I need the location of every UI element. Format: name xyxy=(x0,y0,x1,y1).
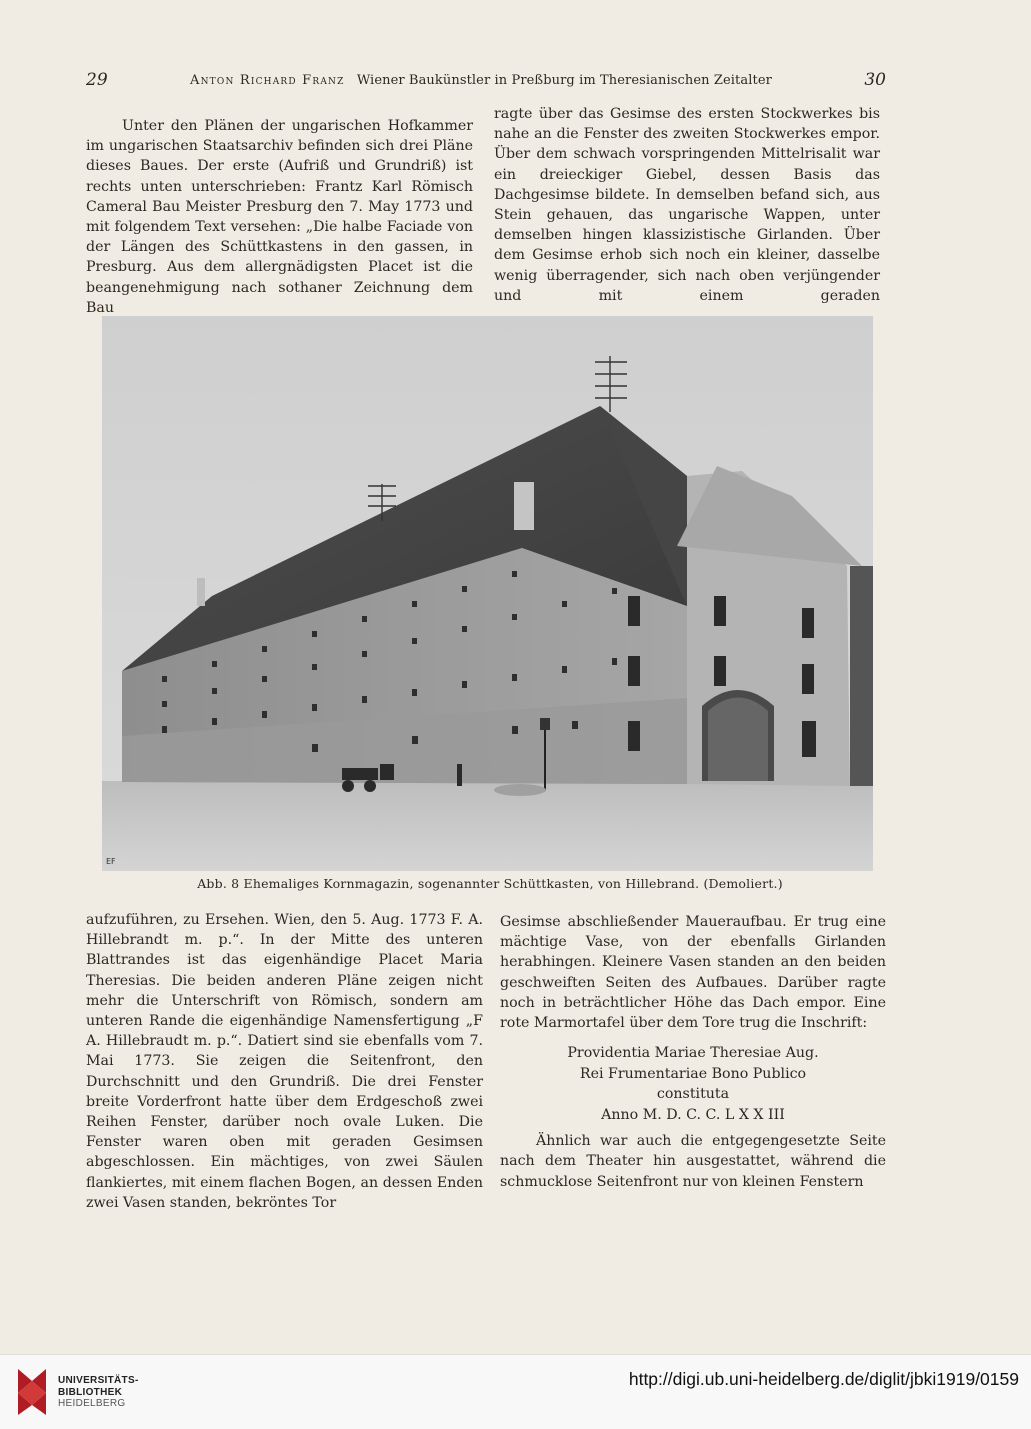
page-number-right: 30 xyxy=(864,70,886,90)
library-logo-icon xyxy=(14,1367,50,1417)
background-building xyxy=(850,566,873,786)
ground xyxy=(102,781,873,871)
library-footer xyxy=(0,1354,1031,1429)
inscription xyxy=(500,1043,886,1125)
inscription-line: Providentia Mariae Theresiae Aug. xyxy=(567,1045,819,1062)
inscription-line: Anno M. D. C. C. L X X III xyxy=(601,1106,785,1123)
text-column-top-right xyxy=(494,104,880,306)
paragraph: Ähnlich war auch die entgegengesetzte Seite nach dem Theater hin ausgestattet, während die schmucklose Seitenfront nur von kleinen Fenstern xyxy=(500,1133,886,1190)
figure-caption: Abb. 8 Ehemaliges Kornmagazin, sogenannter Schüttkasten, von Hillebrand. (Demoliert.) xyxy=(197,876,783,891)
header-author: Anton Richard Franz xyxy=(190,73,345,88)
header-title: Wiener Baukünstler in Preßburg im Theresianischen Zeitalter xyxy=(356,73,772,88)
library-line: BIBLIOTHEK xyxy=(58,1386,123,1398)
paragraph: Gesimse abschließender Maueraufbau. Er trug eine mächtige Vase, von der ebenfalls Girlanden herabhingen. Kleinere Vasen standen an den beiden geschweiften Seiten des Aufbaues. Darüber ragte noch in beträchtlicher Höhe das Dach empor. Eine rote Marmortafel über dem Tore trug die Inschrift: xyxy=(500,914,886,1032)
library-line: UNIVERSITÄTS- xyxy=(58,1375,139,1386)
paragraph: aufzuführen, zu Ersehen. Wien, den 5. Aug. 1773 F. A. Hillebrandt m. p.“. In der Mitte des unteren Blattrandes ist das eigenhändige Placet Maria Theresias. Die beiden anderen Pläne zeigen nicht mehr die Unterschrift von Römisch, sondern am unteren Rande die eigenhändige Namensfertigung „F A. Hillebraudt m. p.“. Datiert sind sie ebenfalls vom 7. Mai 1773. Sie zeigen die Seitenfront, den Durchschnitt und den Grundriß. Die drei Fenster breite Vorderfront hatte über dem Erdgeschoß zwei Reihen Fenster, darüber noch ovale Luken. Die Fenster waren oben mit geraden Gesimsen abgeschlossen. Ein mächtiges, von zwei Säulen flankiertes, mit einem flachen Bogen, an dessen Enden zwei Vasen standen, bekröntes Tor xyxy=(86,912,483,1211)
page-number-left: 29 xyxy=(86,70,108,90)
figure-photograph xyxy=(102,316,873,871)
library-line: HEIDELBERG xyxy=(58,1398,126,1409)
chimney xyxy=(514,482,534,530)
paragraph: ragte über das Gesimse des ersten Stockwerkes bis nahe an die Fenster des zweiten Stockwerkes empor. Über dem schwach vorspringenden Mittelrisalit war ein dreieckiger Giebel, dessen Basis das Dachgesimse bildete. In demselben befand sich, aus Stein gehauen, das ungarische Wappen, unter demselben hingen klassizistische Girlanden. Über dem Gesimse erhob sich noch ein kleiner, dasselbe wenig überragender, sich nach oben verjüngender und mit einem geraden xyxy=(494,106,880,304)
source-url[interactable]: http://digi.ub.uni-heidelberg.de/diglit/jbki1919/0159 xyxy=(628,1369,1019,1389)
running-title xyxy=(190,73,772,88)
running-header xyxy=(86,70,886,94)
paragraph: Unter den Plänen der ungarischen Hofkammer im ungarischen Staatsarchiv befinden sich drei Pläne dieses Baues. Der erste (Aufriß und Grundriß) ist rechts unten unterschrieben: Frantz Karl Römisch Cameral Bau Meister Presburg den 7. May 1773 und mit folgendem Text versehen: „Die halbe Faciade von der Längen des Schüttkastens in den gassen, in Presburg. Aus dem allergnädigsten Placet ist die beangenehmigung nach sothaner Zeichnung dem Bau xyxy=(86,118,473,316)
library-name xyxy=(58,1375,139,1410)
inscription-line: Rei Frumentariae Bono Publico xyxy=(579,1065,807,1082)
text-column-bottom-left xyxy=(86,910,483,1213)
svg-text:EF: EF xyxy=(106,857,116,866)
text-column-top-left xyxy=(86,116,473,318)
inscription-line: constituta xyxy=(656,1086,730,1103)
text-column-bottom-right xyxy=(500,912,886,1192)
